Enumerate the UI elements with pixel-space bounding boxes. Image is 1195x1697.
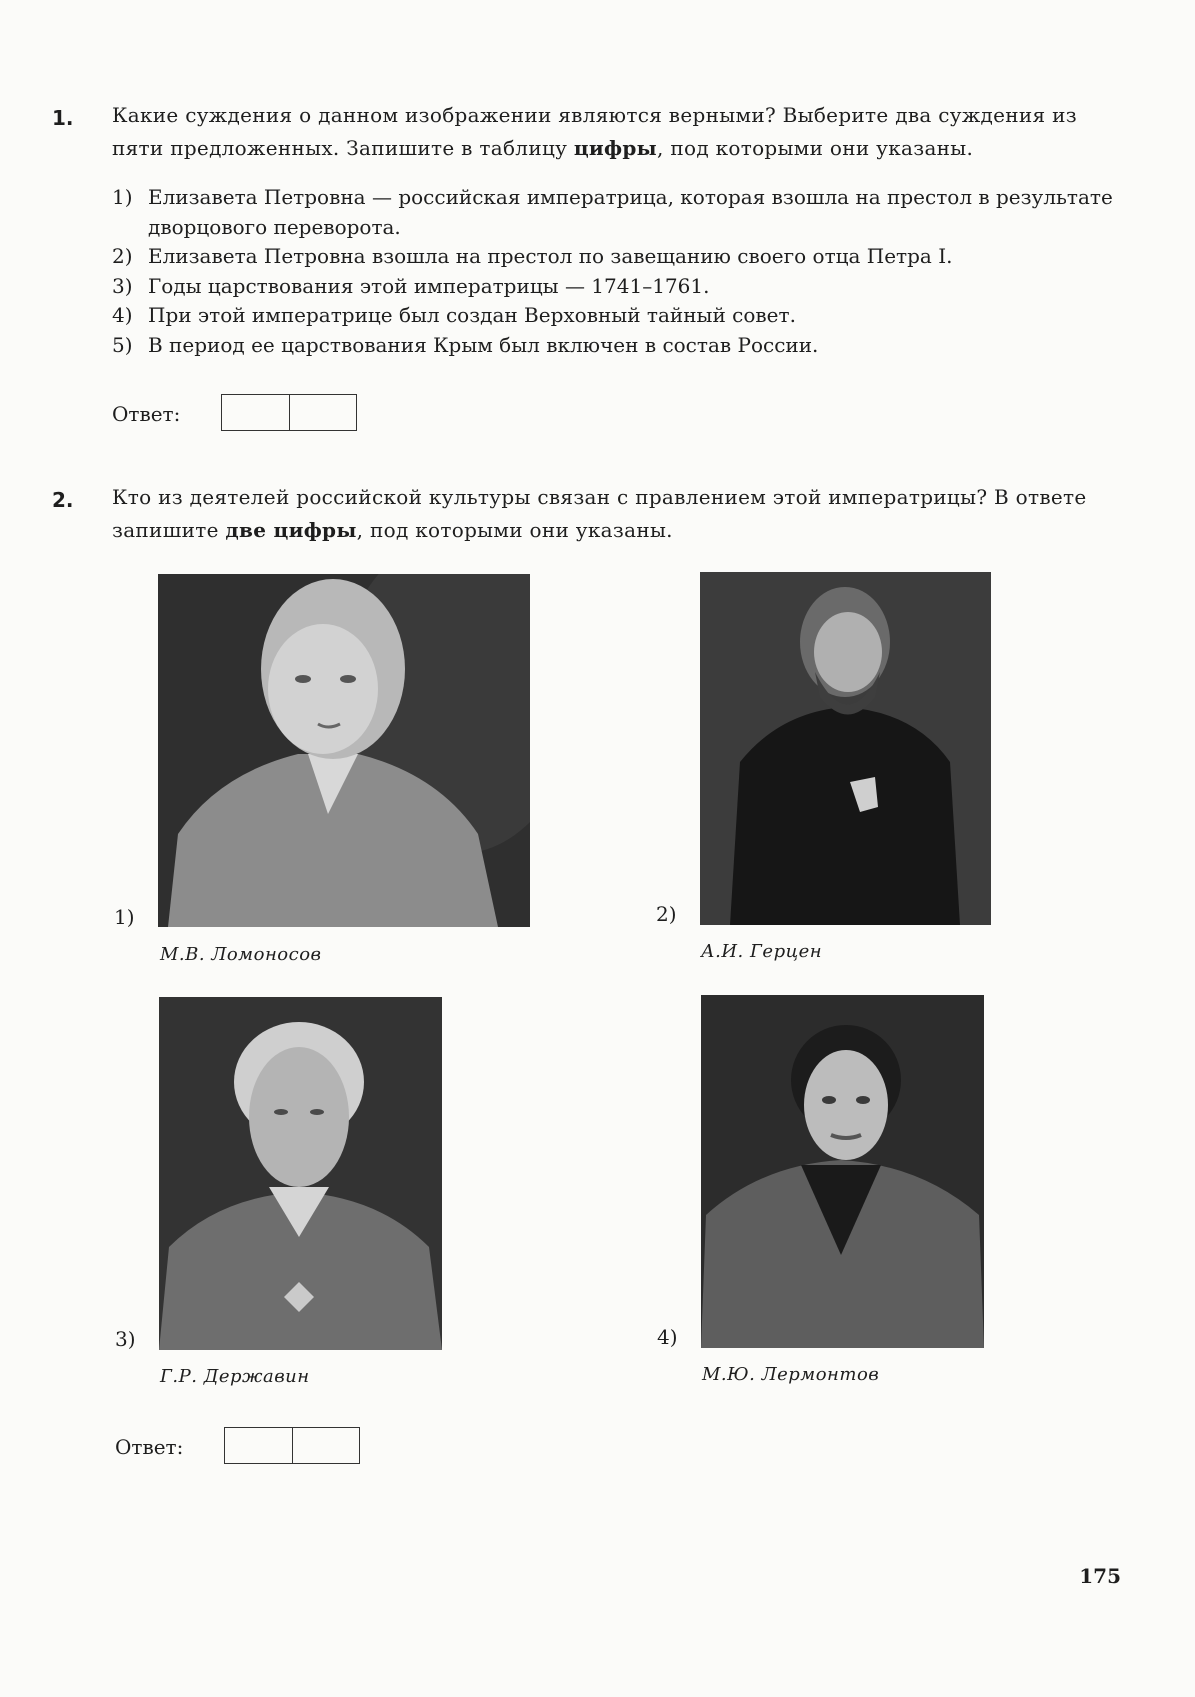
- answer-2-box: [224, 1427, 360, 1464]
- portrait-2-number: 2): [656, 902, 677, 926]
- question-2-text-bold: две цифры: [225, 518, 357, 542]
- option-number: 2): [112, 244, 133, 268]
- question-2-text: [112, 481, 1122, 547]
- option-3: [112, 272, 1122, 302]
- question-2-text-a: Кто из деятелей российской культуры связан с правлением этой императрицы? В ответе запишите: [112, 485, 1087, 542]
- portrait-1-caption: М.В. Ломоносов: [160, 944, 322, 965]
- portrait-derzhavin: [159, 997, 442, 1350]
- question-1-number: 1.: [52, 106, 74, 130]
- portrait-herzen: [700, 572, 991, 925]
- question-2-number: 2.: [52, 488, 74, 512]
- option-4: [112, 301, 1122, 331]
- question-1-text-bold: цифры: [573, 136, 658, 160]
- option-text: В период ее царствования Крым был включен в состав России.: [148, 332, 819, 357]
- question-1-text-b: , под которыми они указаны.: [657, 136, 974, 160]
- answer-1-cell-1[interactable]: [222, 395, 289, 430]
- option-number: 3): [112, 273, 133, 298]
- portrait-4-caption: М.Ю. Лермонтов: [702, 1364, 880, 1385]
- option-1: [112, 183, 1122, 242]
- answer-2-label: Ответ:: [115, 1435, 184, 1459]
- answer-1-box: [221, 394, 357, 431]
- option-text: Елизавета Петровна — российская императрица, которая взошла на престол в результате дворцового переворота.: [148, 185, 1113, 239]
- option-text: Годы царствования этой императрицы — 1741–1761.: [148, 273, 710, 298]
- portrait-lomonosov-image: [158, 574, 530, 927]
- portrait-4-number: 4): [657, 1325, 678, 1349]
- portrait-lermontov: [701, 995, 984, 1348]
- option-number: 1): [112, 185, 133, 209]
- portrait-lermontov-image: [701, 995, 984, 1348]
- answer-2-cell-2[interactable]: [292, 1428, 359, 1463]
- option-number: 5): [112, 332, 133, 357]
- option-5: [112, 331, 1122, 361]
- answer-2-cell-1[interactable]: [225, 1428, 292, 1463]
- option-number: 4): [112, 303, 133, 327]
- question-1-text-a: Какие суждения о данном изображении являются верными? Выберите два суждения из пяти предложенных. Запишите в таблицу: [112, 103, 1077, 160]
- page-number: 175: [1079, 1564, 1121, 1588]
- portrait-herzen-image: [700, 572, 991, 925]
- portrait-3-number: 3): [115, 1327, 136, 1351]
- option-text: Елизавета Петровна взошла на престол по завещанию своего отца Петра I.: [148, 244, 953, 268]
- question-1-options: [112, 183, 1122, 360]
- portrait-lomonosov: [158, 574, 530, 927]
- portrait-2-caption: А.И. Герцен: [701, 941, 823, 962]
- portrait-3-caption: Г.Р. Державин: [160, 1366, 310, 1387]
- question-2-text-b: , под которыми они указаны.: [356, 518, 673, 542]
- answer-1-cell-2[interactable]: [289, 395, 356, 430]
- option-2: [112, 242, 1122, 272]
- option-text: При этой императрице был создан Верховный тайный совет.: [148, 303, 796, 327]
- answer-1-label: Ответ:: [112, 402, 181, 426]
- portrait-1-number: 1): [114, 905, 135, 929]
- portrait-derzhavin-image: [159, 997, 442, 1350]
- question-1-text: [112, 99, 1122, 165]
